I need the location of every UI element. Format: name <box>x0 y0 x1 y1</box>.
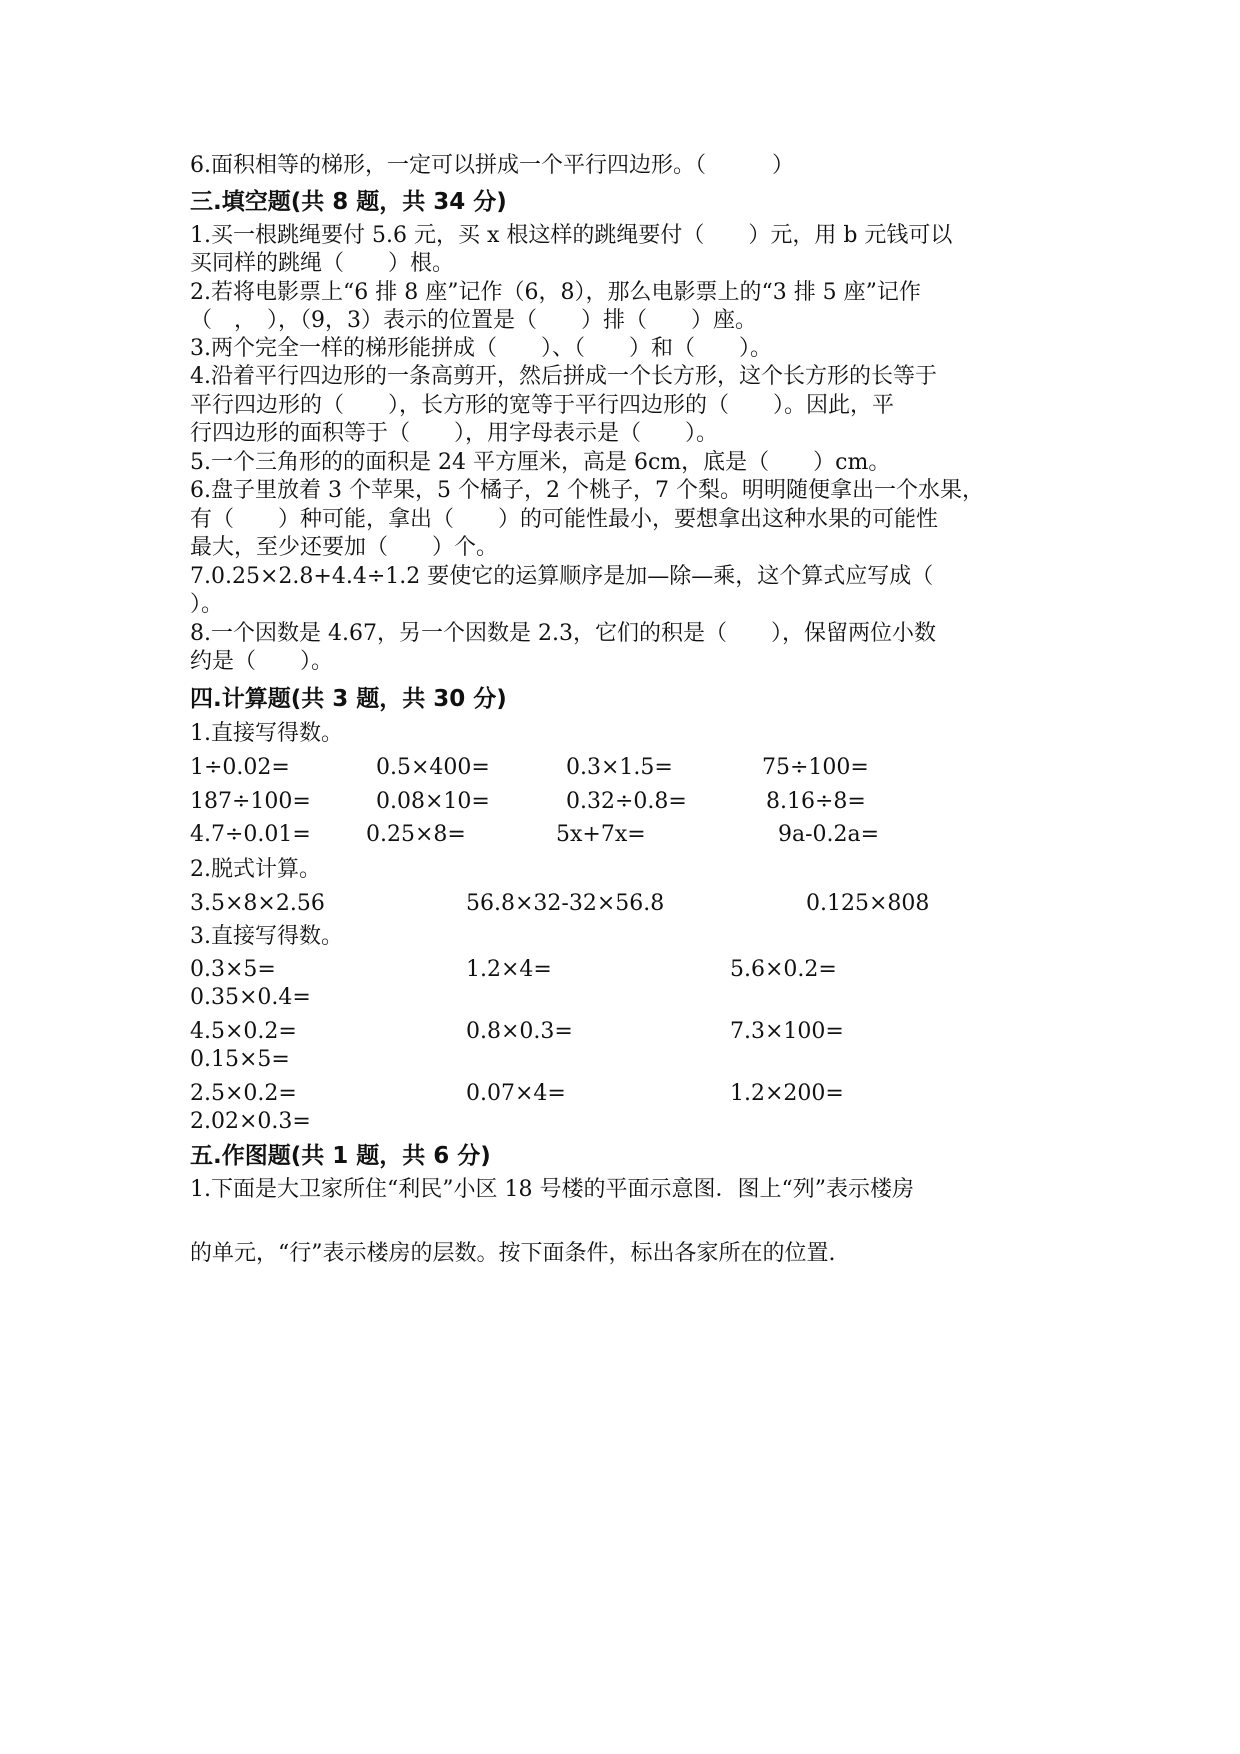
s3-line: 6.盘子里放着 3 个苹果，5 个橘子，2 个桃子，7 个梨。明明随便拿出一个水果， <box>190 478 984 503</box>
prev-question-6: 6.面积相等的梯形，一定可以拼成一个平行四边形。（ ） <box>190 153 794 178</box>
calc-item: 187÷100= <box>190 789 311 814</box>
s3-line: 2.若将电影票上“6 排 8 座”记作（6，8），那么电影票上的“3 排 5 座”记作 <box>190 280 921 305</box>
calc-item: 1.2×4= <box>466 957 552 982</box>
calc-item: 56.8×32-32×56.8 <box>466 891 665 916</box>
s3-line: ）。 <box>190 592 224 617</box>
calc-item: 0.32÷0.8= <box>566 789 687 814</box>
s3-line: 1.买一根跳绳要付 5.6 元，买 x 根这样的跳绳要付（ ）元，用 b 元钱可以 <box>190 223 953 248</box>
calc-row <box>190 788 1090 818</box>
calc-item: 0.08×10= <box>376 789 490 814</box>
s5-line: 的单元，“行”表示楼房的层数。按下面条件，标出各家所在的位置. <box>190 1241 836 1266</box>
calc-item: 9a-0.2a= <box>778 822 880 847</box>
section-4-title: 四.计算题(共 3 题，共 30 分) <box>190 686 507 712</box>
s3-line: 买同样的跳绳（ ）根。 <box>190 251 455 276</box>
s4-q3-title: 3.直接写得数。 <box>190 924 343 949</box>
calc-item: 5.6×0.2= <box>730 957 837 982</box>
s3-line: 最大，至少还要加（ ）个。 <box>190 535 499 560</box>
calc-item: 2.5×0.2= <box>190 1081 297 1106</box>
calc-item: 4.7÷0.01= <box>190 822 311 847</box>
section-5-title: 五.作图题(共 1 题，共 6 分) <box>190 1143 491 1169</box>
calc-item: 5x+7x= <box>556 822 646 847</box>
calc-item: 1.2×200= <box>730 1081 844 1106</box>
s3-line: 3.两个完全一样的梯形能拼成（ ）、（ ）和（ ）。 <box>190 336 772 361</box>
s3-line: 行四边形的面积等于（ ），用字母表示是（ ）。 <box>190 421 719 446</box>
s3-line: 5.一个三角形的的面积是 24 平方厘米，高是 6cm，底是（ ）cm。 <box>190 450 891 475</box>
s3-line: 7.0.25×2.8+4.4÷1.2 要使它的运算顺序是加—除—乘，这个算式应写成（ <box>190 564 934 589</box>
calc-row <box>190 956 1090 986</box>
s4-q1-title: 1.直接写得数。 <box>190 721 343 746</box>
s3-line: 约是（ ）。 <box>190 649 334 674</box>
calc-item: 0.25×8= <box>366 822 466 847</box>
calc-row <box>190 754 1090 784</box>
calc-row <box>190 890 1090 920</box>
calc-item: 75÷100= <box>762 755 869 780</box>
calc-item: 3.5×8×2.56 <box>190 891 325 916</box>
calc-item: 0.3×5= <box>190 957 276 982</box>
calc-item: 0.35×0.4= <box>190 985 311 1010</box>
calc-item: 0.3×1.5= <box>566 755 673 780</box>
calc-item: 0.07×4= <box>466 1081 566 1106</box>
s3-line: 有（ ）种可能，拿出（ ）的可能性最小，要想拿出这种水果的可能性 <box>190 507 939 532</box>
calc-item: 2.02×0.3= <box>190 1109 311 1134</box>
calc-item: 1÷0.02= <box>190 755 290 780</box>
section-3-title: 三.填空题(共 8 题，共 34 分) <box>190 189 507 215</box>
calc-item: 0.8×0.3= <box>466 1019 573 1044</box>
calc-item: 0.15×5= <box>190 1047 290 1072</box>
calc-row <box>190 821 1090 851</box>
calc-row <box>190 1080 1090 1110</box>
s3-line: 8.一个因数是 4.67，另一个因数是 2.3，它们的积是（ ），保留两位小数 <box>190 621 936 646</box>
calc-row <box>190 1018 1090 1048</box>
s3-line: 平行四边形的（ ），长方形的宽等于平行四边形的（ ）。因此，平 <box>190 393 895 418</box>
s3-line: （ ， ），（9，3）表示的位置是（ ）排（ ）座。 <box>190 308 757 333</box>
calc-item: 0.125×808 <box>806 891 930 916</box>
s5-line: 1.下面是大卫家所住“利民”小区 18 号楼的平面示意图．图上“列”表示楼房 <box>190 1177 914 1202</box>
s3-line: 4.沿着平行四边形的一条高剪开，然后拼成一个长方形，这个长方形的长等于 <box>190 364 937 389</box>
calc-item: 0.5×400= <box>376 755 490 780</box>
s4-q2-title: 2.脱式计算。 <box>190 857 321 882</box>
calc-item: 4.5×0.2= <box>190 1019 297 1044</box>
calc-item: 8.16÷8= <box>766 789 866 814</box>
calc-item: 7.3×100= <box>730 1019 844 1044</box>
